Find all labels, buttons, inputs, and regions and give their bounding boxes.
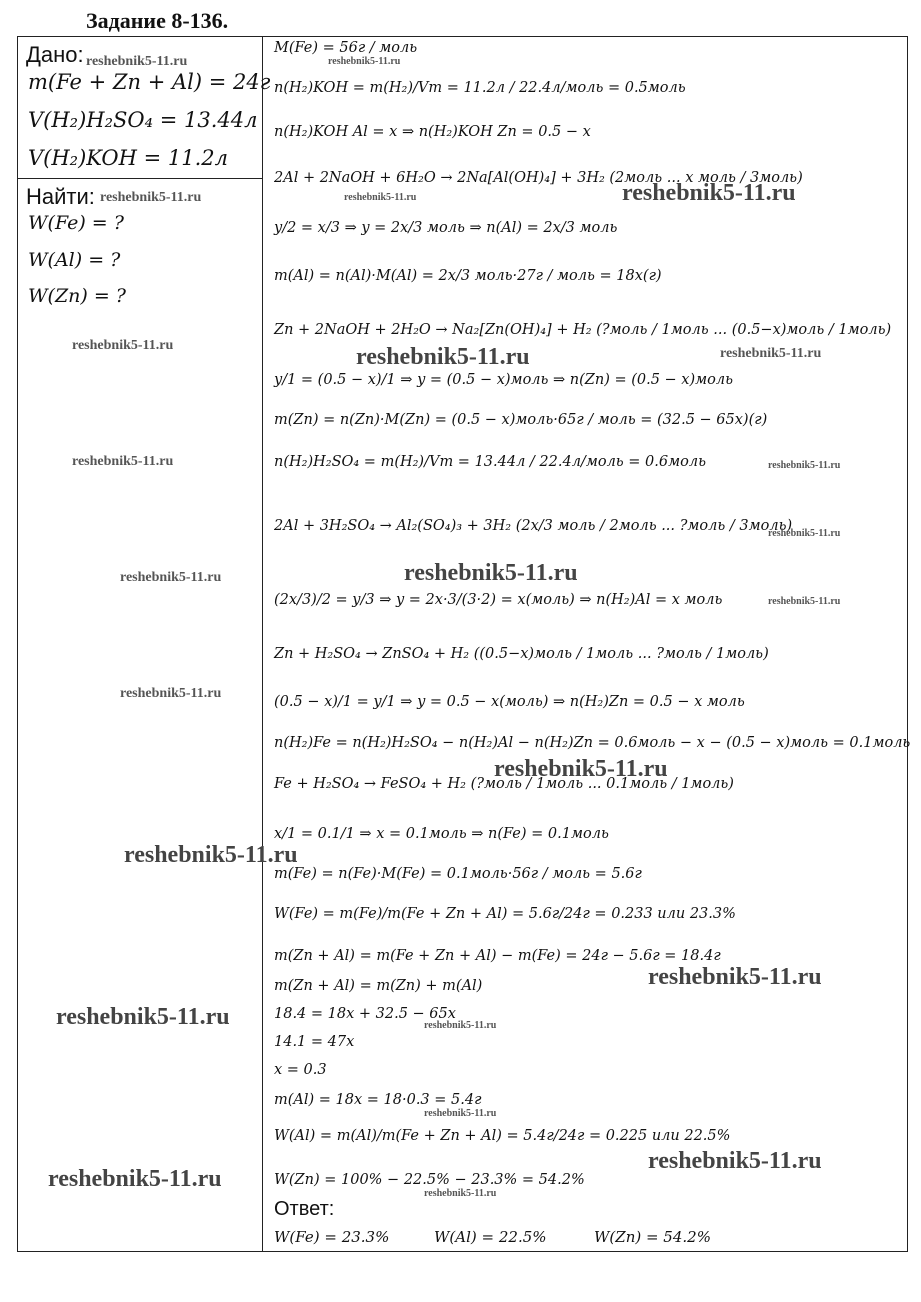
watermark: reshebnik5-11.ru xyxy=(72,338,174,353)
solution-line: n(H₂)Fe = n(H₂)H₂SO₄ − n(H₂)Al − n(H₂)Zn = 0.6моль − x − (0.5 − x)моль = 0.1моль xyxy=(274,735,911,751)
answer-item: W(Fe) = 23.3% xyxy=(274,1228,390,1246)
given-line: m(Fe + Zn + Al) = 24г xyxy=(28,70,271,94)
answer-label: Ответ: xyxy=(274,1198,335,1220)
solution-line: m(Zn + Al) = m(Fe + Zn + Al) − m(Fe) = 24г − 5.6г = 18.4г xyxy=(274,948,721,964)
column-divider xyxy=(262,36,263,1252)
watermark: reshebnik5-11.ru xyxy=(622,180,796,206)
watermark: reshebnik5-11.ru xyxy=(344,192,417,203)
solution-line: W(Fe) = m(Fe)/m(Fe + Zn + Al) = 5.6г/24г = 0.233 или 23.3% xyxy=(274,906,736,922)
watermark: reshebnik5-11.ru xyxy=(768,460,841,471)
find-line: W(Al) = ? xyxy=(28,249,121,271)
watermark: reshebnik5-11.ru xyxy=(424,1188,497,1199)
solution-line: (2x/3)/2 = y/3 ⇒ y = 2x·3/(3·2) = x(моль) ⇒ n(H₂)Al = x моль xyxy=(274,592,723,608)
answer-item: W(Al) = 22.5% xyxy=(434,1228,547,1246)
watermark: reshebnik5-11.ru xyxy=(356,344,530,370)
find-header: Найти: xyxy=(26,184,95,209)
watermark: reshebnik5-11.ru xyxy=(86,54,188,69)
given-header: Дано: xyxy=(26,42,84,67)
solution-line: Zn + 2NaOH + 2H₂O → Na₂[Zn(OH)₄] + H₂ (?моль / 1моль ... (0.5−x)моль / 1моль) xyxy=(274,322,892,338)
solution-line: M(Fe) = 56г / моль xyxy=(274,40,418,56)
watermark: reshebnik5-11.ru xyxy=(328,56,401,67)
given-find-divider xyxy=(17,178,263,179)
solution-line: m(Zn + Al) = m(Zn) + m(Al) xyxy=(274,978,483,994)
solution-line: m(Fe) = n(Fe)·M(Fe) = 0.1моль·56г / моль = 5.6г xyxy=(274,866,642,882)
solution-line: 14.1 = 47x xyxy=(274,1034,355,1050)
watermark: reshebnik5-11.ru xyxy=(720,346,822,361)
watermark: reshebnik5-11.ru xyxy=(56,1004,230,1030)
solution-line: m(Al) = 18x = 18·0.3 = 5.4г xyxy=(274,1092,482,1108)
solution-table xyxy=(17,36,911,1252)
solution-line: Fe + H₂SO₄ → FeSO₄ + H₂ (?моль / 1моль ... 0.1моль / 1моль) xyxy=(274,776,734,792)
solution-line: y/2 = x/3 ⇒ y = 2x/3 моль ⇒ n(Al) = 2x/3 моль xyxy=(274,220,618,236)
find-line: W(Fe) = ? xyxy=(28,212,124,234)
watermark: reshebnik5-11.ru xyxy=(100,190,202,205)
given-line: V(H₂)H₂SO₄ = 13.44л xyxy=(28,108,258,132)
top-border-right xyxy=(263,36,563,37)
solution-line: m(Zn) = n(Zn)·M(Zn) = (0.5 − x)моль·65г / моль = (32.5 − 65x)(г) xyxy=(274,412,768,428)
solution-line: (0.5 − x)/1 = y/1 ⇒ y = 0.5 − x(моль) ⇒ n(H₂)Zn = 0.5 − x моль xyxy=(274,694,745,710)
solution-line: x/1 = 0.1/1 ⇒ x = 0.1моль ⇒ n(Fe) = 0.1моль xyxy=(274,826,609,842)
find-line: W(Zn) = ? xyxy=(28,285,126,307)
solution-line: n(H₂)H₂SO₄ = m(H₂)/Vm = 13.44л / 22.4л/моль = 0.6моль xyxy=(274,454,706,470)
watermark: reshebnik5-11.ru xyxy=(648,1148,822,1174)
solution-line: y/1 = (0.5 − x)/1 ⇒ y = (0.5 − x)моль ⇒ n(Zn) = (0.5 − x)моль xyxy=(274,372,734,388)
solution-line: 2Al + 3H₂SO₄ → Al₂(SO₄)₃ + 3H₂ (2x/3 моль / 2моль ... ?моль / 3моль) xyxy=(274,518,793,534)
solution-line: m(Al) = n(Al)·M(Al) = 2x/3 моль·27г / моль = 18x(г) xyxy=(274,268,662,284)
solution-line: x = 0.3 xyxy=(274,1062,327,1078)
watermark: reshebnik5-11.ru xyxy=(120,686,222,701)
given-line: V(H₂)KOH = 11.2л xyxy=(28,146,229,170)
solution-line: W(Al) = m(Al)/m(Fe + Zn + Al) = 5.4г/24г = 0.225 или 22.5% xyxy=(274,1128,731,1144)
watermark: reshebnik5-11.ru xyxy=(768,528,841,539)
watermark: reshebnik5-11.ru xyxy=(120,570,222,585)
watermark: reshebnik5-11.ru xyxy=(768,596,841,607)
solution-line: Zn + H₂SO₄ → ZnSO₄ + H₂ ((0.5−x)моль / 1моль ... ?моль / 1моль) xyxy=(274,646,769,662)
solution-line: W(Zn) = 100% − 22.5% − 23.3% = 54.2% xyxy=(274,1172,585,1188)
solution-line: n(H₂)KOH = m(H₂)/Vm = 11.2л / 22.4л/моль = 0.5моль xyxy=(274,80,686,96)
page-title: Задание 8-136. xyxy=(86,8,229,33)
watermark: reshebnik5-11.ru xyxy=(494,756,668,782)
solution-line: 2Al + 2NaOH + 6H₂O → 2Na[Al(OH)₄] + 3H₂ (2моль ... x моль / 3моль) xyxy=(274,170,803,186)
watermark: reshebnik5-11.ru xyxy=(124,842,298,868)
solution-line: n(H₂)KOH Al = x ⇒ n(H₂)KOH Zn = 0.5 − x xyxy=(274,124,591,140)
watermark: reshebnik5-11.ru xyxy=(424,1020,497,1031)
watermark: reshebnik5-11.ru xyxy=(48,1166,222,1192)
watermark: reshebnik5-11.ru xyxy=(404,560,578,586)
watermark: reshebnik5-11.ru xyxy=(72,454,174,469)
watermark: reshebnik5-11.ru xyxy=(648,964,822,990)
watermark: reshebnik5-11.ru xyxy=(424,1108,497,1119)
answer-item: W(Zn) = 54.2% xyxy=(594,1228,711,1246)
solution-line: 18.4 = 18x + 32.5 − 65x xyxy=(274,1006,456,1022)
